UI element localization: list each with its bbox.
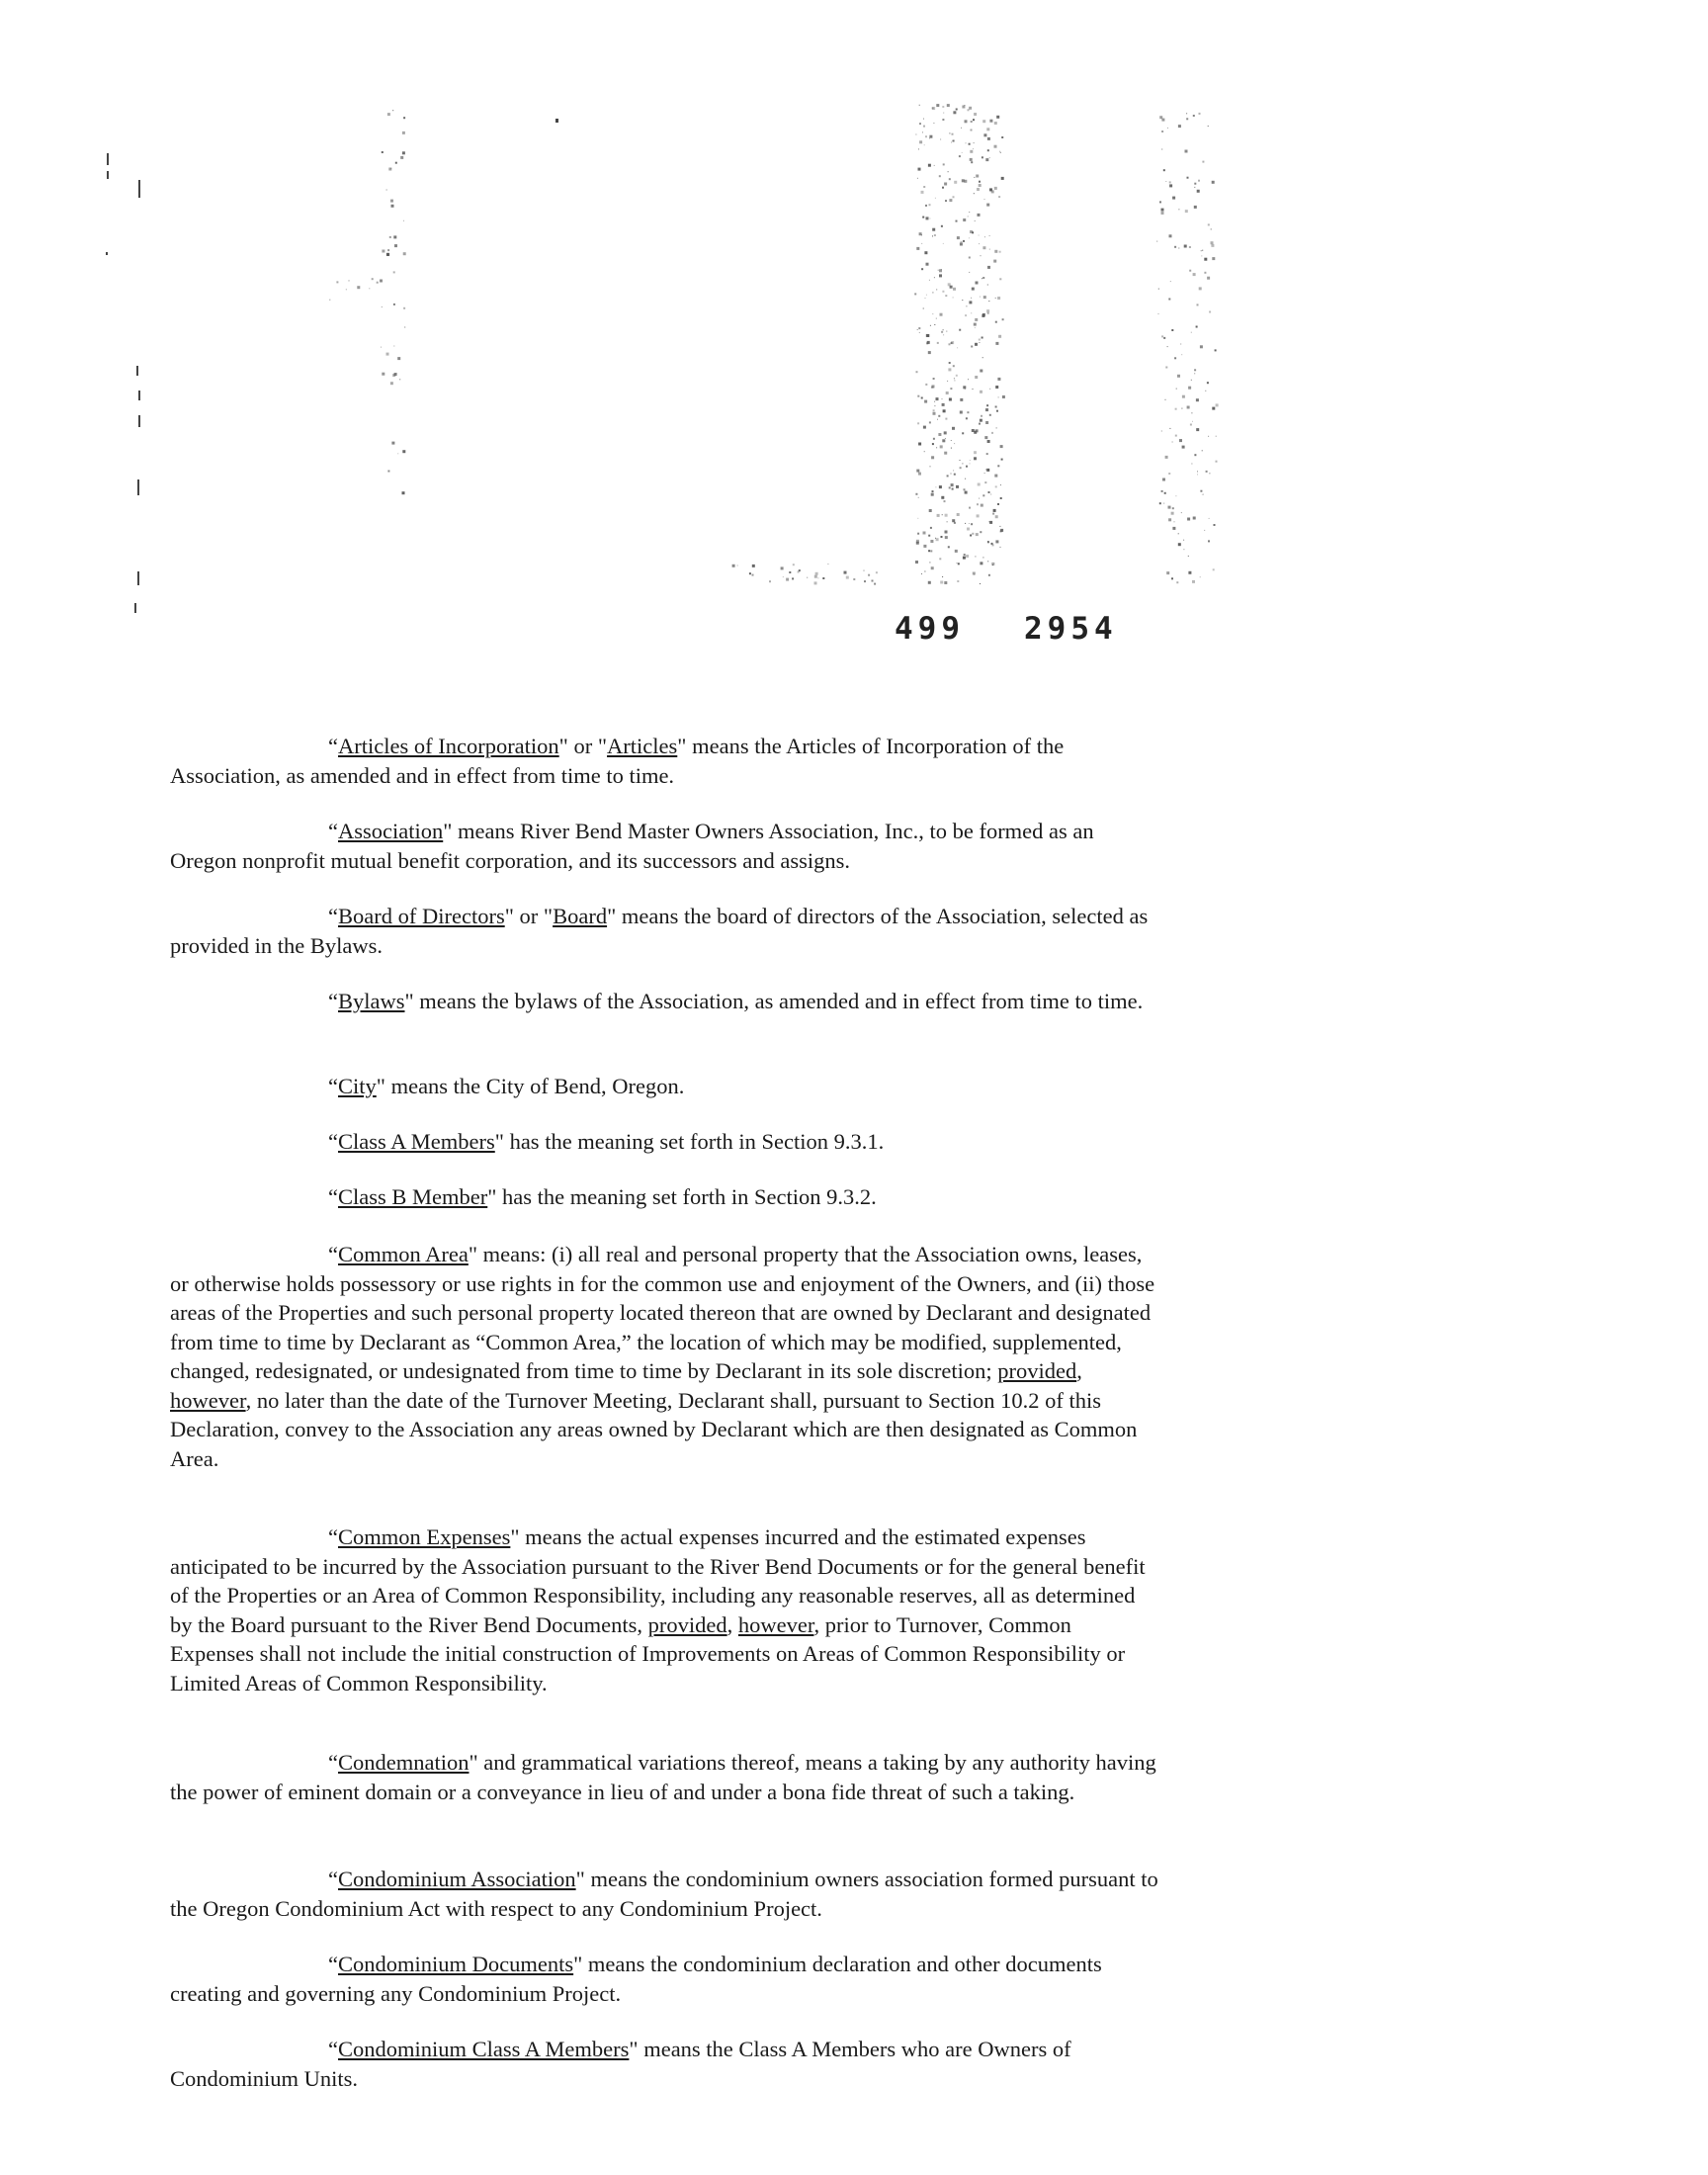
- definition-articles: “Articles of Incorporation" or "Articles" means the Articles of Incorporation of the Association, as amended and in effect from time to time.: [170, 734, 1065, 788]
- page-number: 2954: [1024, 611, 1118, 647]
- definition-condominium-class-a-members: “Condominium Class A Members" means the Class A Members who are Owners of Condominium Units.: [170, 2037, 1071, 2091]
- book-page-stamp: [895, 611, 1118, 647]
- definition-text: " means the board of directors of the Association, selected as provided in the Bylaws.: [170, 904, 1149, 958]
- definition-term: Condominium Class A Members: [338, 2037, 630, 2061]
- definition-term: Bylaws: [338, 989, 405, 1013]
- definition-text: " means the actual expenses incurred and the estimated expenses anticipated to be incurred by the Association pursuant to the River Bend Documents or for the general benefit of the Properties or an Area of Common Responsibility, including any reasonable reserves, all as determined by the Board pursuant to the River Bend Documents,: [170, 1524, 1146, 1637]
- definition-alt-term: Articles: [607, 734, 678, 758]
- definition-term: Common Expenses: [338, 1524, 511, 1549]
- definition-condominium-documents: “Condominium Documents" means the condominium declaration and other documents creating and governing any Condominium Project.: [170, 1952, 1102, 2006]
- definition-class-b-member: “Class B Member" has the meaning set forth in Section 9.3.2.: [328, 1184, 877, 1209]
- definition-text: " means the Class A Members who are Owners of Condominium Units.: [170, 2037, 1071, 2091]
- definition-text: " means the Articles of Incorporation of the Association, as amended and in effect from time to time.: [170, 734, 1065, 788]
- however-word: however: [737, 1611, 814, 1637]
- provided-word: provided: [647, 1611, 727, 1637]
- definition-term: City: [338, 1074, 377, 1098]
- definition-term: Association: [338, 819, 444, 843]
- definition-text: " means: (i) all real and personal property that the Association owns, leases, or otherwise holds possessory or use rights in for the common use and enjoyment of the Owners, and (ii) those areas of the Properties and such personal property located thereon that are owned by Declarant and designated from time to time by Declarant as “Common Area,” the location of which may be modified, supplemented, changed, redesignated, or undesignated from time to time by Declarant in its sole discretion;: [170, 1242, 1155, 1383]
- definition-common-area: “Common Area" means: (i) all real and personal property that the Association owns, leases, or otherwise holds possessory or use rights in for the common use and enjoyment of the Owners, and (ii) those areas of the Properties and such personal property located thereon that are owned by Declarant and designated from time to time by Declarant as “Common Area,” the location of which may be modified, supplemented, changed, redesignated, or undesignated from time to time by Declarant in its sole discretion; provided, however, no later than the date of the Turnover Meeting, Declarant shall, pursuant to Section 10.2 of this Declaration, convey to the Association any areas owned by Declarant which are then designated as Common Area.: [170, 1242, 1155, 1471]
- definition-condemnation: “Condemnation" and grammatical variations thereof, means a taking by any authority having the power of eminent domain or a conveyance in lieu of and under a bona fide threat of such a taking.: [170, 1750, 1156, 1804]
- definition-term: Condominium Association: [338, 1867, 576, 1891]
- definition-city: “City" means the City of Bend, Oregon.: [328, 1074, 685, 1098]
- definition-text-tail: , no later than the date of the Turnover Meeting, Declarant shall, pursuant to Section 10.2 of this Declaration, convey to the Association any areas owned by Declarant which are then designated as Common Area.: [170, 1387, 1138, 1471]
- definition-association: “Association" means River Bend Master Owners Association, Inc., to be formed as an Oregon nonprofit mutual benefit corporation, and its successors and assigns.: [170, 819, 1094, 873]
- definition-term: Class A Members: [338, 1129, 495, 1154]
- definition-text-tail: , prior to Turnover, Common Expenses shall not include the initial construction of Improvements on Areas of Common Responsibility or Limited Areas of Common Responsibility.: [170, 1611, 1126, 1696]
- definition-term: Condominium Documents: [338, 1952, 574, 1976]
- definition-alt-term: Board: [553, 904, 608, 928]
- definition-term: Articles of Incorporation: [338, 734, 559, 758]
- definition-term: Board of Directors: [338, 904, 505, 928]
- definition-bylaws: “Bylaws" means the bylaws of the Association, as amended and in effect from time to time.: [328, 989, 1144, 1013]
- definition-term: Common Area: [338, 1242, 469, 1266]
- definition-text: " means the bylaws of the Association, as amended and in effect from time to time.: [404, 989, 1144, 1013]
- however-word: however: [170, 1387, 246, 1413]
- definition-condominium-association: “Condominium Association" means the condominium owners association formed pursuant to the Oregon Condominium Act with respect to any Condominium Project.: [170, 1867, 1158, 1921]
- definition-text: " means the City of Bend, Oregon.: [376, 1074, 685, 1098]
- definition-common-expenses: “Common Expenses" means the actual expenses incurred and the estimated expenses anticipated to be incurred by the Association pursuant to the River Bend Documents or for the general benefit of the Properties or an Area of Common Responsibility, including any reasonable reserves, all as determined by the Board pursuant to the River Bend Documents, provided, however, prior to Turnover, Common Expenses shall not include the initial construction of Improvements on Areas of Common Responsibility or Limited Areas of Common Responsibility.: [170, 1524, 1146, 1696]
- definition-term: Condemnation: [338, 1750, 470, 1775]
- definition-board: “Board of Directors" or "Board" means the board of directors of the Association, selected as provided in the Bylaws.: [170, 904, 1149, 958]
- definition-text: " has the meaning set forth in Section 9.3.2.: [487, 1184, 877, 1209]
- definition-text: " means the condominium declaration and other documents creating and governing any Condominium Project.: [170, 1952, 1102, 2006]
- definition-class-a-members: “Class A Members" has the meaning set forth in Section 9.3.1.: [328, 1129, 885, 1154]
- book-number: 499: [895, 611, 965, 647]
- scan-noise-artifacts: [0, 0, 1708, 712]
- definition-text: " and grammatical variations thereof, means a taking by any authority having the power of eminent domain or a conveyance in lieu of and under a bona fide threat of such a taking.: [170, 1750, 1156, 1804]
- definition-text: " means River Bend Master Owners Association, Inc., to be formed as an Oregon nonprofit mutual benefit corporation, and its successors and assigns.: [170, 819, 1094, 873]
- definition-text: " has the meaning set forth in Section 9.3.1.: [494, 1129, 885, 1154]
- provided-word: provided: [997, 1358, 1077, 1383]
- definition-term: Class B Member: [338, 1184, 488, 1209]
- definition-text: " means the condominium owners association formed pursuant to the Oregon Condominium Act with respect to any Condominium Project.: [170, 1867, 1158, 1921]
